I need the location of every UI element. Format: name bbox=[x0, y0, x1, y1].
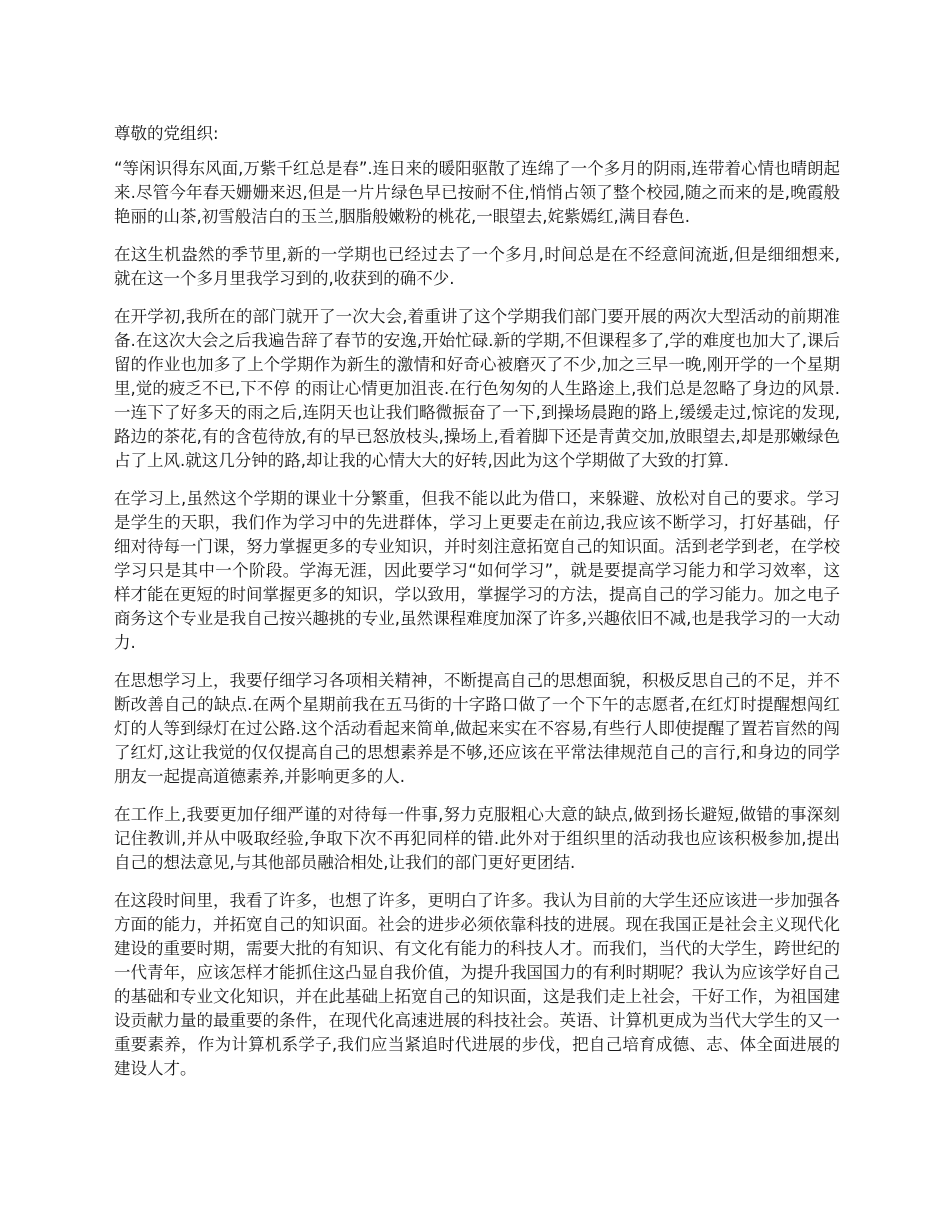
paragraph-new-semester: 在这生机盎然的季节里,新的一学期也已经过去了一个多月,时间总是在不经意间流逝,但是细细想来,就在这一个多月里我学习到的,收获到的确不少. bbox=[114, 245, 840, 288]
paragraph-semester-start: 在开学初,我所在的部门就开了一次大会,着重讲了这个学期我们部门要开展的两次大型活动的前期准备.在这次大会之后我遍告辞了春节的安逸,开始忙碌.新的学期,不但课程多了,学的难度也加大了,课后留的作业也加多了上个学期作为新生的激情和好奇心被磨灭了不少,加之三早一晚,刚开学的一个星期里,觉的疲乏不已,下不停 的雨让心情更加沮丧.在行色匆匆的人生路途上,我们总是忽略了身边的风景.一连下了好多天的雨之后,连阴天也让我们略微振奋了一下,到操场晨跑的路上,缓缓走过,惊诧的发现,路边的茶花,有的含苞待放,有的早已怒放枝头,操场上,看着脚下还是青黄交加,放眼望去,却是那嫩绿色占了上风.就这几分钟的路,却让我的心情大大的好转,因此为这个学期做了大致的打算. bbox=[114, 307, 840, 470]
paragraph-work: 在工作上,我要更加仔细严谨的对待每一件事,努力克服粗心大意的缺点,做到扬长避短,做错的事深刻记住教训,并从中吸取经验,争取下次不再犯同样的错.此外对于组织里的活动我也应该积极参加,提出自己的想法意见,与其他部员融洽相处,让我们的部门更好更团结. bbox=[114, 805, 840, 872]
paragraph-reflection: 在这段时间里，我看了许多，也想了许多，更明白了许多。我认为目前的大学生还应该进一步加强各方面的能力，并拓宽自己的知识面。社会的进步必须依靠科技的进展。现在我国正是社会主义现代化建设的重要时期，需要大批的有知识、有文化有能力的科技人才。而我们，当代的大学生，跨世纪的一代青年，应该怎样才能抓住这凸显自我价值，为提升我国国力的有利时期呢？我认为应该学好自己的基础和专业文化知识，并在此基础上拓宽自己的知识面，这是我们走上社会，干好工作，为祖国建设贡献力量的最重要的条件，在现代化高速进展的科技社会。英语、计算机更成为当代大学生的又一重要素养，作为计算机系学子,我们应当紧追时代进展的步伐，把自己培育成德、志、体全面进展的建设人才。 bbox=[114, 891, 840, 1078]
document-page bbox=[114, 122, 840, 1095]
salutation: 尊敬的党组织: bbox=[114, 124, 219, 143]
paragraph-ideology: 在思想学习上，我要仔细学习各项相关精神，不断提高自己的思想面貌，积极反思自己的不足，并不断改善自己的缺点.在两个星期前我在五马街的十字路口做了一个下午的志愿者,在红灯时提醒想闯红灯的人等到绿灯在过公路.这个活动看起来简单,做起来实在不容易,有些行人即使提醒了置若盲然的闯了红灯,这让我觉的仅仅提高自己的思想素养是不够,还应该在平常法律规范自己的言行,和身边的同学朋友一起提高道德素养,并影响更多的人. bbox=[114, 671, 840, 786]
paragraph-study: 在学习上,虽然这个学期的课业十分繁重，但我不能以此为借口，来躲避、放松对自己的要求。学习是学生的天职，我们作为学习中的先进群体，学习上更要走在前边,我应该不断学习，打好基础，仔细对待每一门课，努力掌握更多的专业知识，并时刻注意拓宽自己的知识面。活到老学到老，在学校学习只是其中一个阶段。学海无涯，因此要学习“如何学习”，就是要提高学习能力和学习效率，这样才能在更短的时间掌握更多的知识，学以致用，掌握学习的方法，提高自己的学习能力。加之电子商务这个专业是我自己按兴趣挑的专业,虽然课程难度加深了许多,兴趣依旧不减,也是我学习的一大动力. bbox=[114, 489, 840, 652]
paragraph-spring-intro: “等闲识得东风面,万紫千红总是春”.连日来的暖阳驱散了连绵了一个多月的阴雨,连带着心情也晴朗起来.尽管今年春天姗姗来迟,但是一片片绿色早已按耐不住,悄悄占领了整个校园,随之而来的是,晚霞般艳丽的山茶,初雪般洁白的玉兰,胭脂般嫩粉的桃花,一眼望去,姹紫嫣红,满目春色. bbox=[114, 159, 840, 226]
